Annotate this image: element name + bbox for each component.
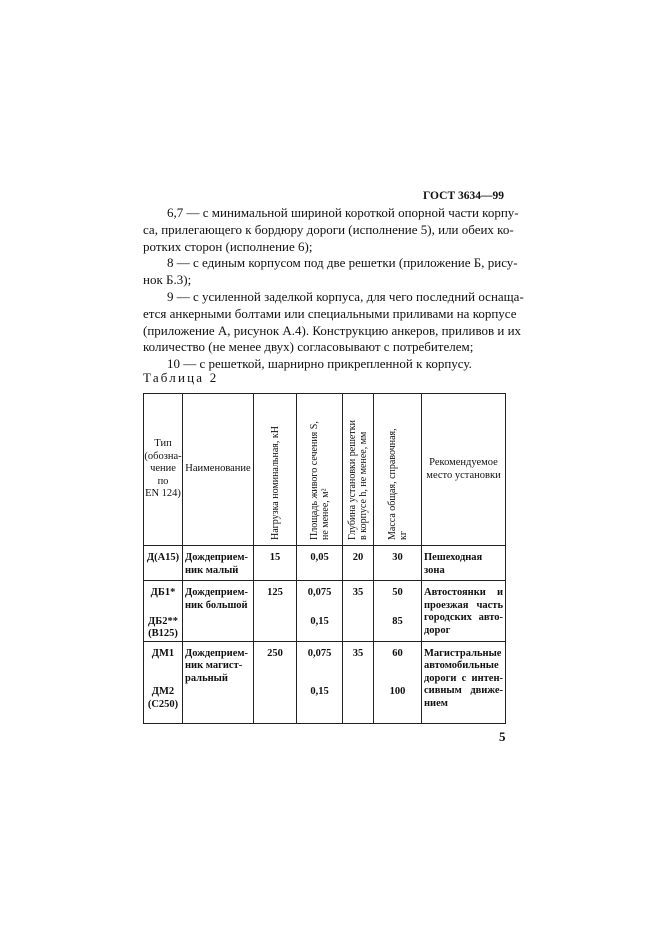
cell-area xyxy=(297,641,343,723)
table-row xyxy=(144,581,506,642)
spacer xyxy=(376,600,419,616)
cell-line: 60 xyxy=(392,647,403,659)
header-line: Масса общая, справочная, xyxy=(386,427,398,540)
text-line: количество (не менее двух) согласовывают с потребителем; xyxy=(143,339,474,355)
cell-line: ДБ2** xyxy=(148,615,178,627)
cell-line: (С250) xyxy=(147,698,179,710)
header-area xyxy=(297,394,343,546)
spacer xyxy=(376,660,419,686)
text-line: нок Б.3); xyxy=(143,272,192,288)
cell-name xyxy=(183,546,254,581)
header-depth xyxy=(343,394,374,546)
paragraph xyxy=(143,205,519,255)
spacer xyxy=(299,660,340,686)
cell-mass xyxy=(374,581,422,642)
cell-line: ник большой xyxy=(185,599,248,611)
cell-depth: 35 xyxy=(343,641,374,723)
header-line: не менее, м² xyxy=(319,487,331,540)
cell-line: 0,075 xyxy=(307,647,332,659)
cell-line: зона xyxy=(424,564,445,576)
table-header-row xyxy=(144,394,506,546)
cell-line: 0,15 xyxy=(310,686,329,697)
cell-load: 250 xyxy=(254,641,297,723)
header-line: кг xyxy=(397,530,409,540)
text-line: 10 — с решеткой, шарнирно прикрепленной к корпусу. xyxy=(167,356,472,372)
header-rotated xyxy=(309,400,331,540)
cell-line: 0,075 xyxy=(307,587,332,598)
header-line: место установки xyxy=(426,469,501,481)
cell-line: дорог xyxy=(424,624,451,636)
cell-area xyxy=(297,581,343,642)
header-line: в корпусе h, не менее, мм xyxy=(358,431,369,540)
header-line: Глубина установки решетки xyxy=(347,419,358,540)
cell-line: ральный xyxy=(185,672,228,684)
header-mass xyxy=(374,394,422,546)
cell-load: 125 xyxy=(254,581,297,642)
header-line: Рекомендуемое xyxy=(429,457,498,468)
cell-line: Автостоянки и xyxy=(424,587,503,598)
cell-line: автомобильные xyxy=(424,660,499,671)
cell-line: ДМ1 xyxy=(151,647,175,659)
cell-line: сивным движе- xyxy=(424,685,503,696)
cell-line: ник магист- xyxy=(185,660,243,671)
cell-line: Дождеприем- xyxy=(185,647,249,659)
cell-depth: 20 xyxy=(343,546,374,581)
text-line: са, прилегающего к бордюру дороги (исполнение 5), или обеих ко- xyxy=(143,221,514,237)
cell-line: Д(А15) xyxy=(146,552,180,563)
table-row xyxy=(144,641,506,723)
cell-load: 15 xyxy=(254,546,297,581)
cell-line: ник малый xyxy=(185,564,239,576)
body-text xyxy=(143,205,524,373)
cell-line: 50 xyxy=(392,587,403,598)
header-line: (обозна- xyxy=(144,450,182,462)
text-line: ротких сторон (исполнение 6); xyxy=(143,238,313,254)
cell-line: Дождеприем- xyxy=(185,587,249,598)
header-line: Нагрузка номинальная, кН xyxy=(269,425,281,540)
cell-type xyxy=(144,641,183,723)
cell-line: Магистральные xyxy=(424,647,502,659)
text-line: ется анкерными болтами или специальными приливами на корпусе xyxy=(143,305,517,321)
cell-line: дороги с интен- xyxy=(424,672,503,684)
header-line: Тип xyxy=(154,438,172,450)
header-type xyxy=(144,394,183,546)
table-row xyxy=(144,546,506,581)
cell-line: 30 xyxy=(392,552,403,563)
header-name: Наименование xyxy=(183,394,254,546)
cell-place xyxy=(422,641,506,723)
cell-line: ДБ1* xyxy=(150,587,176,598)
spacer xyxy=(146,600,180,616)
text-line: 8 — с единым корпусом под две решетки (приложение Б, рису- xyxy=(167,255,518,271)
page-number: 5 xyxy=(499,729,506,744)
table-caption: Таблица 2 xyxy=(143,370,219,385)
text-line: (приложение А, рисунок А.4). Конструкцию анкеров, приливов и их xyxy=(143,322,522,338)
data-table xyxy=(143,393,506,724)
header-line: чение xyxy=(150,463,176,475)
cell-type xyxy=(144,581,183,642)
cell-line: 0,05 xyxy=(310,552,329,563)
cell-mass xyxy=(374,641,422,723)
cell-name xyxy=(183,641,254,723)
header-line: по xyxy=(157,475,169,487)
cell-line: нием xyxy=(424,697,448,709)
header-line: Площадь живого сечения S, xyxy=(308,420,320,540)
standard-header: ГОСТ 3634—99 xyxy=(423,190,504,202)
header-line: EN 124) xyxy=(145,488,181,500)
cell-line: Дождеприем- xyxy=(185,552,249,563)
cell-depth: 35 xyxy=(343,581,374,642)
text-line: 6,7 — с минимальной шириной короткой опорной части корпу- xyxy=(167,205,519,220)
cell-line: ДМ2 xyxy=(151,686,175,697)
header-load xyxy=(254,394,297,546)
cell-line: 0,15 xyxy=(310,615,329,627)
cell-line: 85 xyxy=(392,615,403,627)
header-place xyxy=(422,394,506,546)
cell-line: проезжая часть xyxy=(424,599,503,611)
cell-area xyxy=(297,546,343,581)
cell-line: 100 xyxy=(389,686,406,697)
cell-line: городских авто- xyxy=(424,612,503,623)
cell-place xyxy=(422,546,506,581)
spacer xyxy=(299,600,340,616)
cell-type xyxy=(144,546,183,581)
spacer xyxy=(146,660,180,686)
header-rotated xyxy=(347,400,369,540)
cell-line: (В125) xyxy=(148,628,178,639)
cell-place xyxy=(422,581,506,642)
cell-mass xyxy=(374,546,422,581)
cell-name xyxy=(183,581,254,642)
paragraph xyxy=(143,255,518,289)
paragraph xyxy=(143,288,524,356)
cell-line: Пешеходная xyxy=(424,552,483,563)
text-line: 9 — с усиленной заделкой корпуса, для чего последний оснаща- xyxy=(167,288,524,304)
header-rotated xyxy=(387,400,409,540)
